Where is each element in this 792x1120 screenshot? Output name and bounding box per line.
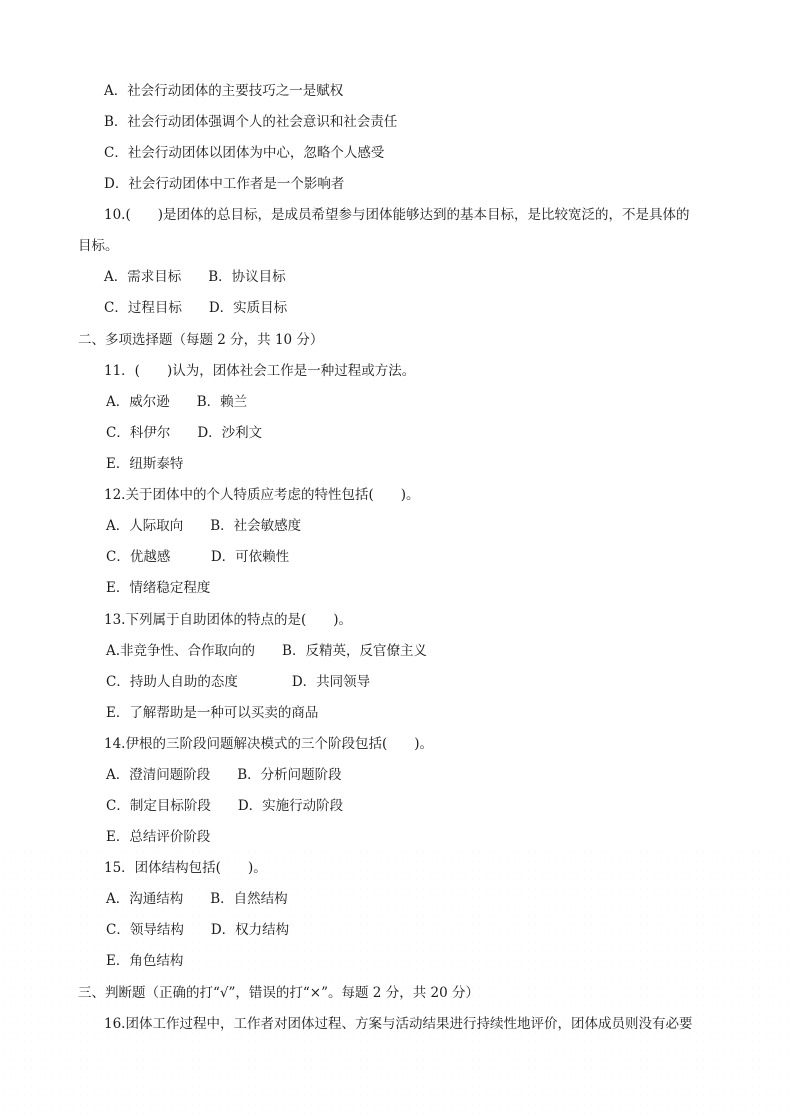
section2-heading: 二、多项选择题（每题 2 分，共 10 分） — [78, 332, 324, 348]
q11-options-row3: E．纽斯泰特 — [106, 456, 184, 472]
q13-options-row2: C．持助人自助的态度 D．共同领导 — [106, 674, 371, 690]
q12-options-row2: C．优越感 D．可依赖性 — [106, 549, 290, 565]
q15-options-row1: A．沟通结构 B．自然结构 — [106, 891, 288, 907]
q14-options-row3: E．总结评价阶段 — [106, 829, 211, 845]
q14-options-row2: C．制定目标阶段 D．实施行动阶段 — [106, 798, 344, 814]
q11-options-row1: A．威尔逊 B．赖兰 — [106, 394, 248, 410]
q10-stem-line1: 10.( )是团体的总目标，是成员希望参与团体能够达到的基本目标，是比较宽泛的，不是具体的 — [104, 207, 690, 223]
q14-options-row1: A．澄清问题阶段 B．分析问题阶段 — [106, 767, 342, 783]
q12-options-row3: E．情绪稳定程度 — [106, 580, 211, 596]
q12-stem: 12.关于团体中的个人特质应考虑的特性包括( )。 — [104, 487, 420, 503]
q10-options-row1: A．需求目标 B．协议目标 — [104, 269, 286, 285]
q10-stem-line2: 目标。 — [78, 238, 119, 254]
q15-options-row2: C．领导结构 D．权力结构 — [106, 922, 290, 938]
q14-stem: 14.伊根的三阶段问题解决模式的三个阶段包括( )。 — [104, 736, 434, 752]
q15-stem: 15．团体结构包括( )。 — [104, 860, 267, 876]
q10-options-row2: C．过程目标 D．实质目标 — [104, 300, 288, 316]
q13-options-row3: E．了解帮助是一种可以买卖的商品 — [106, 705, 319, 721]
q15-options-row3: E．角色结构 — [106, 953, 184, 969]
q9-option-d: D．社会行动团体中工作者是一个影响者 — [104, 176, 345, 192]
section3-heading: 三、判断题（正确的打“√”，错误的打“×”。每题 2 分，共 20 分） — [78, 985, 479, 1001]
q11-options-row2: C．科伊尔 D．沙利文 — [106, 425, 263, 441]
q13-options-row1: A.非竞争性、合作取向的 B．反精英，反官僚主义 — [106, 643, 427, 659]
q13-stem: 13.下列属于自助团体的特点的是( )。 — [104, 612, 353, 628]
q12-options-row1: A．人际取向 B．社会敏感度 — [106, 518, 302, 534]
q11-stem: 11．( )认为，团体社会工作是一种过程或方法。 — [104, 363, 416, 379]
q9-option-b: B．社会行动团体强调个人的社会意识和社会责任 — [104, 114, 398, 130]
q16-stem: 16.团体工作过程中，工作者对团体过程、方案与活动结果进行持续性地评价，团体成员则没有必要 — [104, 1016, 693, 1032]
q9-option-a: A．社会行动团体的主要技巧之一是赋权 — [104, 83, 344, 99]
q9-option-c: C．社会行动团体以团体为中心，忽略个人感受 — [104, 145, 385, 161]
